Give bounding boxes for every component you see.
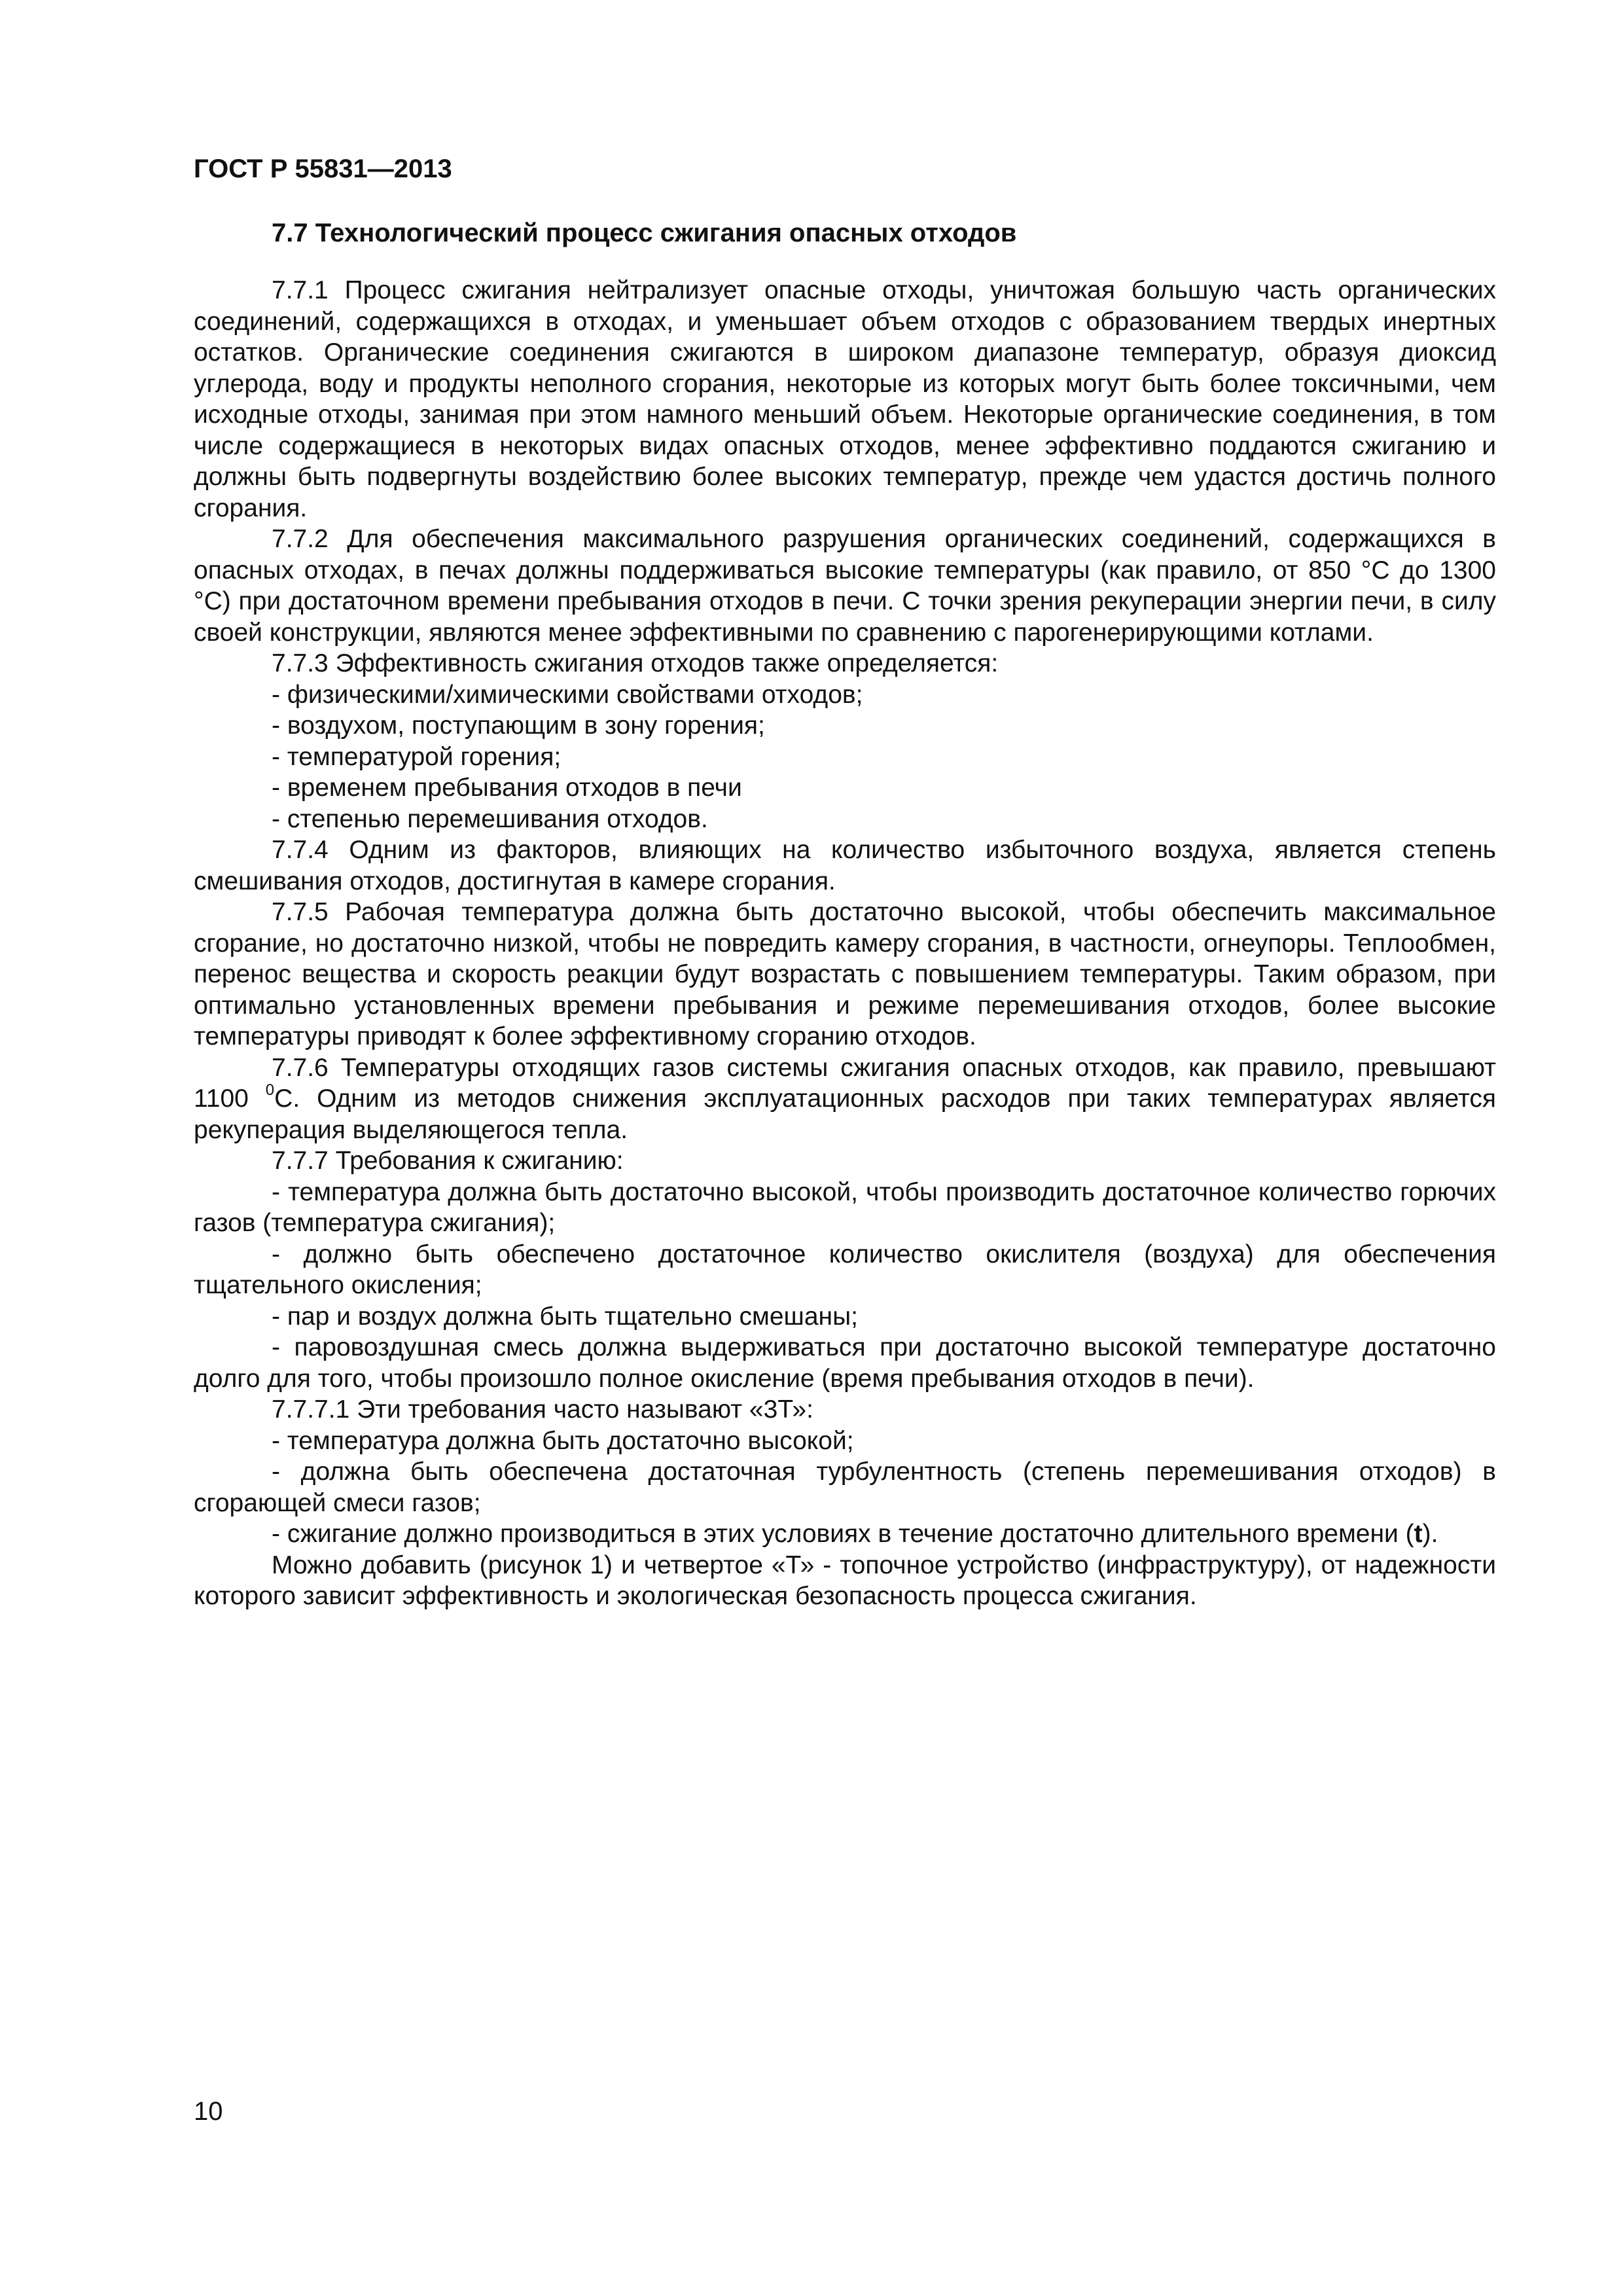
list-item: - должна быть обеспечена достаточная турбулентность (степень перемешивания отходов) в сгорающей смеси газов; — [194, 1458, 1496, 1517]
paragraph-7-7-6 — [194, 1052, 1496, 1146]
section-title: 7.7 Технологический процесс сжигания опасных отходов — [272, 219, 1017, 247]
list-item-part-b: ). — [1422, 1520, 1438, 1548]
list-item: - температура должна быть достаточно высокой; — [272, 1426, 854, 1455]
list-item: - температура должна быть достаточно высокой, чтобы производить достаточное количество горючих газов (температура сжигания); — [194, 1177, 1496, 1237]
list-item: - временем пребывания отходов в печи — [272, 774, 742, 802]
paragraph-7-7-6-part-b: С. Одним из методов снижения эксплуатационных расходов при таких температурах является рекуперация выделяющегося тепла. — [194, 1085, 1496, 1144]
list-item: - пар и воздух должна быть тщательно смешаны; — [272, 1302, 858, 1331]
paragraph-7-7-2: 7.7.2 Для обеспечения максимального разрушения органических соединений, содержащихся в опасных отходах, в печах должны поддерживаться высокие температуры (как правило, от 850 °С до 1300 °С) при достаточном времени пребывания отходов в печи. С точки зрения рекуперации энергии печи, в силу своей конструкции, являются менее эффективными по сравнению с парогенерирующими котлами. — [194, 525, 1496, 647]
paragraph-7-7-5: 7.7.5 Рабочая температура должна быть достаточно высокой, чтобы обеспечить максимальное сгорание, но достаточно низкой, чтобы не повредить камеру сгорания, в частности, огнеупоры. Теплообмен, перенос вещества и скорость реакции будут возрастать с повышением температуры. Таким образом, при оптимально установленных времени пребывания и режиме перемешивания отходов, более высокие температуры приводят к более эффективному сгоранию отходов. — [194, 898, 1496, 1050]
page-number: 10 — [194, 2097, 223, 2126]
document-code-header: ГОСТ Р 55831—2013 — [194, 154, 452, 183]
list-item: - температурой горения; — [272, 742, 562, 771]
list-item: - паровоздушная смесь должна выдерживаться при достаточно высокой температуре достаточно долго для того, чтобы произошло полное окисление (время пребывания отходов в печи). — [194, 1333, 1496, 1393]
degree-superscript: 0 — [265, 1081, 275, 1099]
paragraph-7-7-7: 7.7.7 Требования к сжиганию: — [272, 1147, 624, 1175]
list-item: - воздухом, поступающим в зону горения; — [272, 711, 765, 740]
paragraph-7-7-1: 7.7.1 Процесс сжигания нейтрализует опасные отходы, уничтожая большую часть органических соединений, содержащихся в отходах, и уменьшает объем отходов с образованием твердых инертных остатков. Органические соединения сжигаются в широком диапазоне температур, образуя диоксид углерода, воду и продукты неполного сгорания, некоторые из которых могут быть более токсичными, чем исходные отходы, занимая при этом намного меньший объем. Некоторые органические соединения, в том числе содержащиеся в некоторых видах опасных отходов, менее эффективно поддаются сжиганию и должны быть подвергнуты воздействию более высоких температур, прежде чем удастся достичь полного сгорания. — [194, 276, 1496, 522]
paragraph-fourth-t: Можно добавить (рисунок 1) и четвертое «Т» - топочное устройство (инфраструктуру), от надежности которого зависит эффективность и экологическая безопасность процесса сжигания. — [194, 1551, 1496, 1610]
document-body — [194, 275, 1496, 1612]
list-item: - степенью перемешивания отходов. — [272, 804, 708, 833]
list-item-part-a: - сжигание должно производиться в этих условиях в течение достаточно длительного времени ( — [272, 1520, 1414, 1548]
paragraph-7-7-7-1: 7.7.7.1 Эти требования часто называют «3Т»: — [272, 1395, 813, 1424]
paragraph-7-7-3: 7.7.3 Эффективность сжигания отходов также определяется: — [272, 649, 999, 677]
list-item: - должно быть обеспечено достаточное количество окислителя (воздуха) для обеспечения тщательного окисления; — [194, 1240, 1496, 1299]
time-symbol: t — [1414, 1520, 1423, 1548]
list-item: - физическими/химическими свойствами отходов; — [272, 680, 863, 709]
paragraph-7-7-6-part-a: 7.7.6 Температуры отходящих газов системы сжигания опасных отходов, как правило, превышают 1100 — [194, 1053, 1496, 1113]
paragraph-7-7-4: 7.7.4 Одним из факторов, влияющих на количество избыточного воздуха, является степень смешивания отходов, достигнутая в камере сгорания. — [194, 836, 1496, 895]
list-item — [194, 1518, 1496, 1550]
